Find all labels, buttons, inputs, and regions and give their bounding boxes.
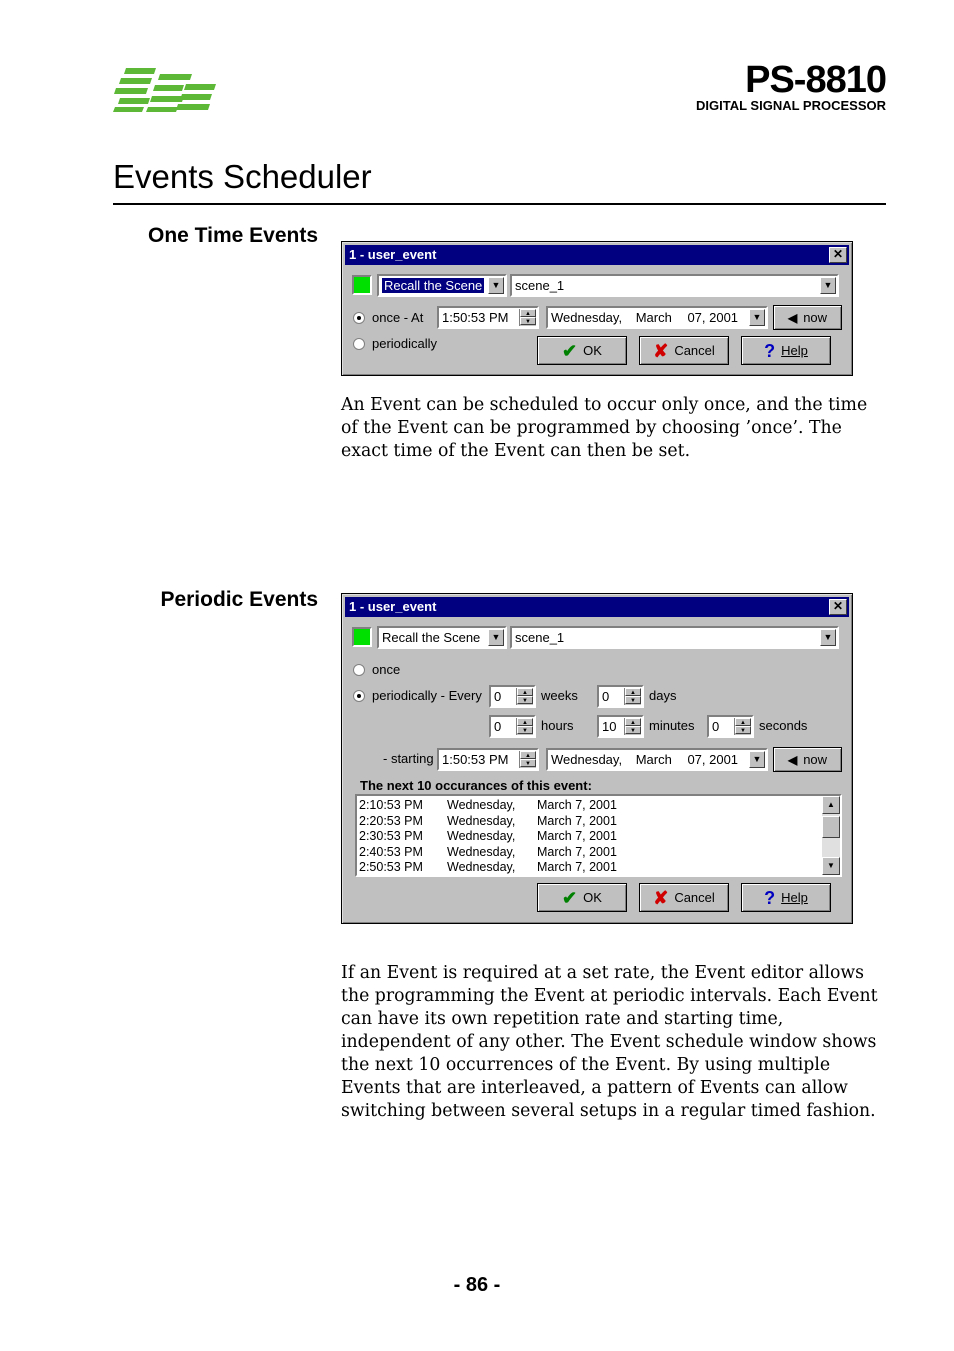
spin-up-icon[interactable]: ▲ (520, 751, 536, 759)
action-select[interactable] (377, 626, 507, 649)
cancel-button[interactable] (639, 336, 729, 365)
hours-input[interactable] (489, 715, 536, 738)
arrow-left-icon: ◀ (787, 311, 798, 326)
hours-label: hours (541, 718, 574, 733)
minutes-input[interactable] (597, 715, 644, 738)
radio-periodically[interactable] (353, 690, 365, 702)
minutes-label: minutes (649, 718, 695, 733)
periodic-description: If an Event is required at a set rate, the Event editor allows the programming the Event at periodic intervals. Each Event can have its own repetition rate and starting time, independent of any other. The Event schedule window shows the next 10 occurrences of the Event. By using multiple Events that are interleaved, a pattern of Events can allow switching between several setups in a regular timed fashion. (341, 963, 878, 1121)
seconds-label: seconds (759, 718, 808, 733)
seconds-input[interactable] (707, 715, 754, 738)
heading-periodic-events: Periodic Events (160, 588, 318, 611)
scene-select-value: scene_1 (515, 630, 565, 645)
start-time-value: 1:50:53 PM (442, 752, 509, 767)
days-value: 0 (602, 689, 610, 704)
radio-once[interactable] (353, 664, 365, 676)
dialog-title: 1 - user_event (349, 247, 437, 262)
radio-periodically-label: periodically - Every (372, 688, 482, 703)
question-icon: ? (764, 341, 776, 362)
date-day: Wednesday, (551, 752, 623, 767)
dialog-titlebar (345, 245, 849, 265)
date-rest: 07, 2001 (687, 310, 739, 325)
spin-down-icon[interactable]: ▼ (735, 726, 751, 734)
help-label: Help (781, 890, 808, 905)
one-time-event-dialog (341, 241, 853, 376)
occurrence-date: March 7, 2001 (537, 860, 617, 874)
seconds-value: 0 (712, 719, 720, 734)
minutes-value: 10 (602, 719, 617, 734)
scene-select[interactable] (510, 626, 839, 649)
page-number: - 86 - (453, 1274, 501, 1296)
now-label: now (803, 310, 828, 325)
days-input[interactable] (597, 685, 644, 708)
scroll-thumb[interactable] (822, 816, 840, 838)
question-icon: ? (764, 888, 776, 909)
time-spinner[interactable] (519, 751, 536, 768)
spin-down-icon[interactable]: ▼ (520, 317, 536, 325)
action-select[interactable] (377, 274, 507, 297)
minutes-spinner[interactable] (624, 718, 641, 735)
spin-up-icon[interactable]: ▲ (517, 688, 533, 696)
date-picker[interactable] (546, 306, 768, 329)
starting-label: - starting (383, 751, 434, 766)
occurrence-day: Wednesday, (447, 798, 516, 812)
scene-select[interactable] (510, 274, 839, 297)
weeks-value: 0 (494, 689, 502, 704)
spin-down-icon[interactable]: ▼ (625, 696, 641, 704)
help-button[interactable] (741, 883, 831, 912)
occurrence-time: 2:10:53 PM (359, 798, 423, 812)
close-icon[interactable]: ✕ (829, 599, 847, 615)
chevron-down-icon[interactable]: ▼ (488, 277, 504, 294)
now-button[interactable] (773, 305, 842, 330)
dialog-title: 1 - user_event (349, 599, 437, 614)
occurrence-time: 2:30:53 PM (359, 829, 423, 843)
occurrence-time: 2:50:53 PM (359, 860, 423, 874)
days-spinner[interactable] (624, 688, 641, 705)
seconds-spinner[interactable] (734, 718, 751, 735)
product-subtitle: DIGITAL SIGNAL PROCESSOR (696, 98, 886, 113)
chevron-down-icon[interactable]: ▼ (820, 277, 836, 294)
occurrence-date: March 7, 2001 (537, 813, 617, 828)
cross-icon: ✘ (653, 888, 669, 909)
cancel-button[interactable] (639, 883, 729, 912)
dialog-titlebar (345, 597, 849, 617)
time-value: 1:50:53 PM (442, 310, 509, 325)
spin-up-icon[interactable]: ▲ (625, 718, 641, 726)
occurrence-time: 2:40:53 PM (359, 844, 423, 859)
occurrence-date: March 7, 2001 (537, 844, 617, 859)
checkmark-icon: ✔ (562, 341, 578, 362)
date-month: March (635, 752, 672, 767)
list-scrollbar[interactable] (822, 796, 840, 875)
date-month: March (635, 310, 672, 325)
weeks-label: weeks (541, 688, 578, 703)
spin-down-icon[interactable]: ▼ (520, 759, 536, 767)
scroll-up-icon[interactable]: ▲ (822, 796, 840, 814)
occurrence-time: 2:20:53 PM (359, 813, 423, 828)
occurrence-date: March 7, 2001 (537, 798, 617, 812)
one-time-description: An Event can be scheduled to occur only once, and the time of the Event can be programmed by choosing ’once’. The exact time of the Event can then be set. (341, 395, 868, 461)
chevron-down-icon[interactable]: ▼ (488, 629, 504, 646)
spin-down-icon[interactable]: ▼ (625, 726, 641, 734)
spin-up-icon[interactable]: ▲ (735, 718, 751, 726)
close-icon[interactable]: ✕ (829, 247, 847, 263)
weeks-spinner[interactable] (516, 688, 533, 705)
spin-up-icon[interactable]: ▲ (520, 309, 536, 317)
spin-down-icon[interactable]: ▼ (517, 696, 533, 704)
periodic-event-dialog (341, 593, 853, 924)
event-color-swatch[interactable] (352, 275, 372, 295)
ok-button[interactable] (537, 336, 627, 365)
spin-down-icon[interactable]: ▼ (517, 726, 533, 734)
radio-periodically-label: periodically (372, 336, 438, 351)
weeks-input[interactable] (489, 685, 536, 708)
page-title: Events Scheduler (113, 158, 372, 195)
chevron-down-icon[interactable]: ▼ (820, 629, 836, 646)
radio-once-label: once - At (372, 310, 424, 325)
help-label: Help (781, 343, 808, 358)
arrow-left-icon: ◀ (787, 753, 798, 768)
cancel-label: Cancel (674, 890, 715, 905)
date-rest: 07, 2001 (687, 752, 739, 767)
action-select-value: Recall the Scene (382, 630, 481, 645)
ok-label: OK (583, 890, 602, 905)
days-label: days (649, 688, 677, 703)
radio-once-label: once (372, 662, 401, 677)
occurrence-day: Wednesday, (447, 844, 516, 859)
now-button[interactable] (773, 747, 842, 772)
help-button[interactable] (741, 336, 831, 365)
occurrence-day: Wednesday, (447, 860, 516, 874)
ok-button[interactable] (537, 883, 627, 912)
cross-icon: ✘ (653, 341, 669, 362)
spin-up-icon[interactable]: ▲ (517, 718, 533, 726)
hours-spinner[interactable] (516, 718, 533, 735)
time-input[interactable] (437, 306, 539, 329)
cancel-label: Cancel (674, 343, 715, 358)
start-time-input[interactable] (437, 748, 539, 771)
event-color-swatch[interactable] (352, 627, 372, 647)
now-label: now (803, 752, 828, 767)
occurrences-list[interactable] (355, 794, 842, 877)
hours-value: 0 (494, 719, 502, 734)
occurrences-heading: The next 10 occurances of this event: (360, 778, 592, 793)
date-day: Wednesday, (551, 310, 623, 325)
scene-select-value: scene_1 (515, 278, 565, 293)
chevron-down-icon[interactable]: ▼ (749, 309, 765, 326)
checkmark-icon: ✔ (562, 888, 578, 909)
title-divider (113, 203, 886, 205)
action-select-value: Recall the Scene (384, 278, 483, 293)
logo-text: BSS (112, 66, 114, 67)
radio-once[interactable] (353, 312, 365, 324)
time-spinner[interactable] (519, 309, 536, 326)
start-date-picker[interactable] (546, 748, 768, 771)
ok-label: OK (583, 343, 602, 358)
chevron-down-icon[interactable]: ▼ (749, 751, 765, 768)
heading-one-time-events: One Time Events (147, 224, 318, 247)
occurrence-date: March 7, 2001 (537, 829, 617, 843)
bss-logo (112, 66, 218, 114)
radio-periodically[interactable] (353, 338, 365, 350)
spin-up-icon[interactable]: ▲ (625, 688, 641, 696)
occurrence-day: Wednesday, (447, 829, 516, 843)
occurrence-day: Wednesday, (447, 813, 516, 828)
scroll-down-icon[interactable]: ▼ (822, 857, 840, 875)
product-name: PS-8810 (745, 59, 886, 101)
